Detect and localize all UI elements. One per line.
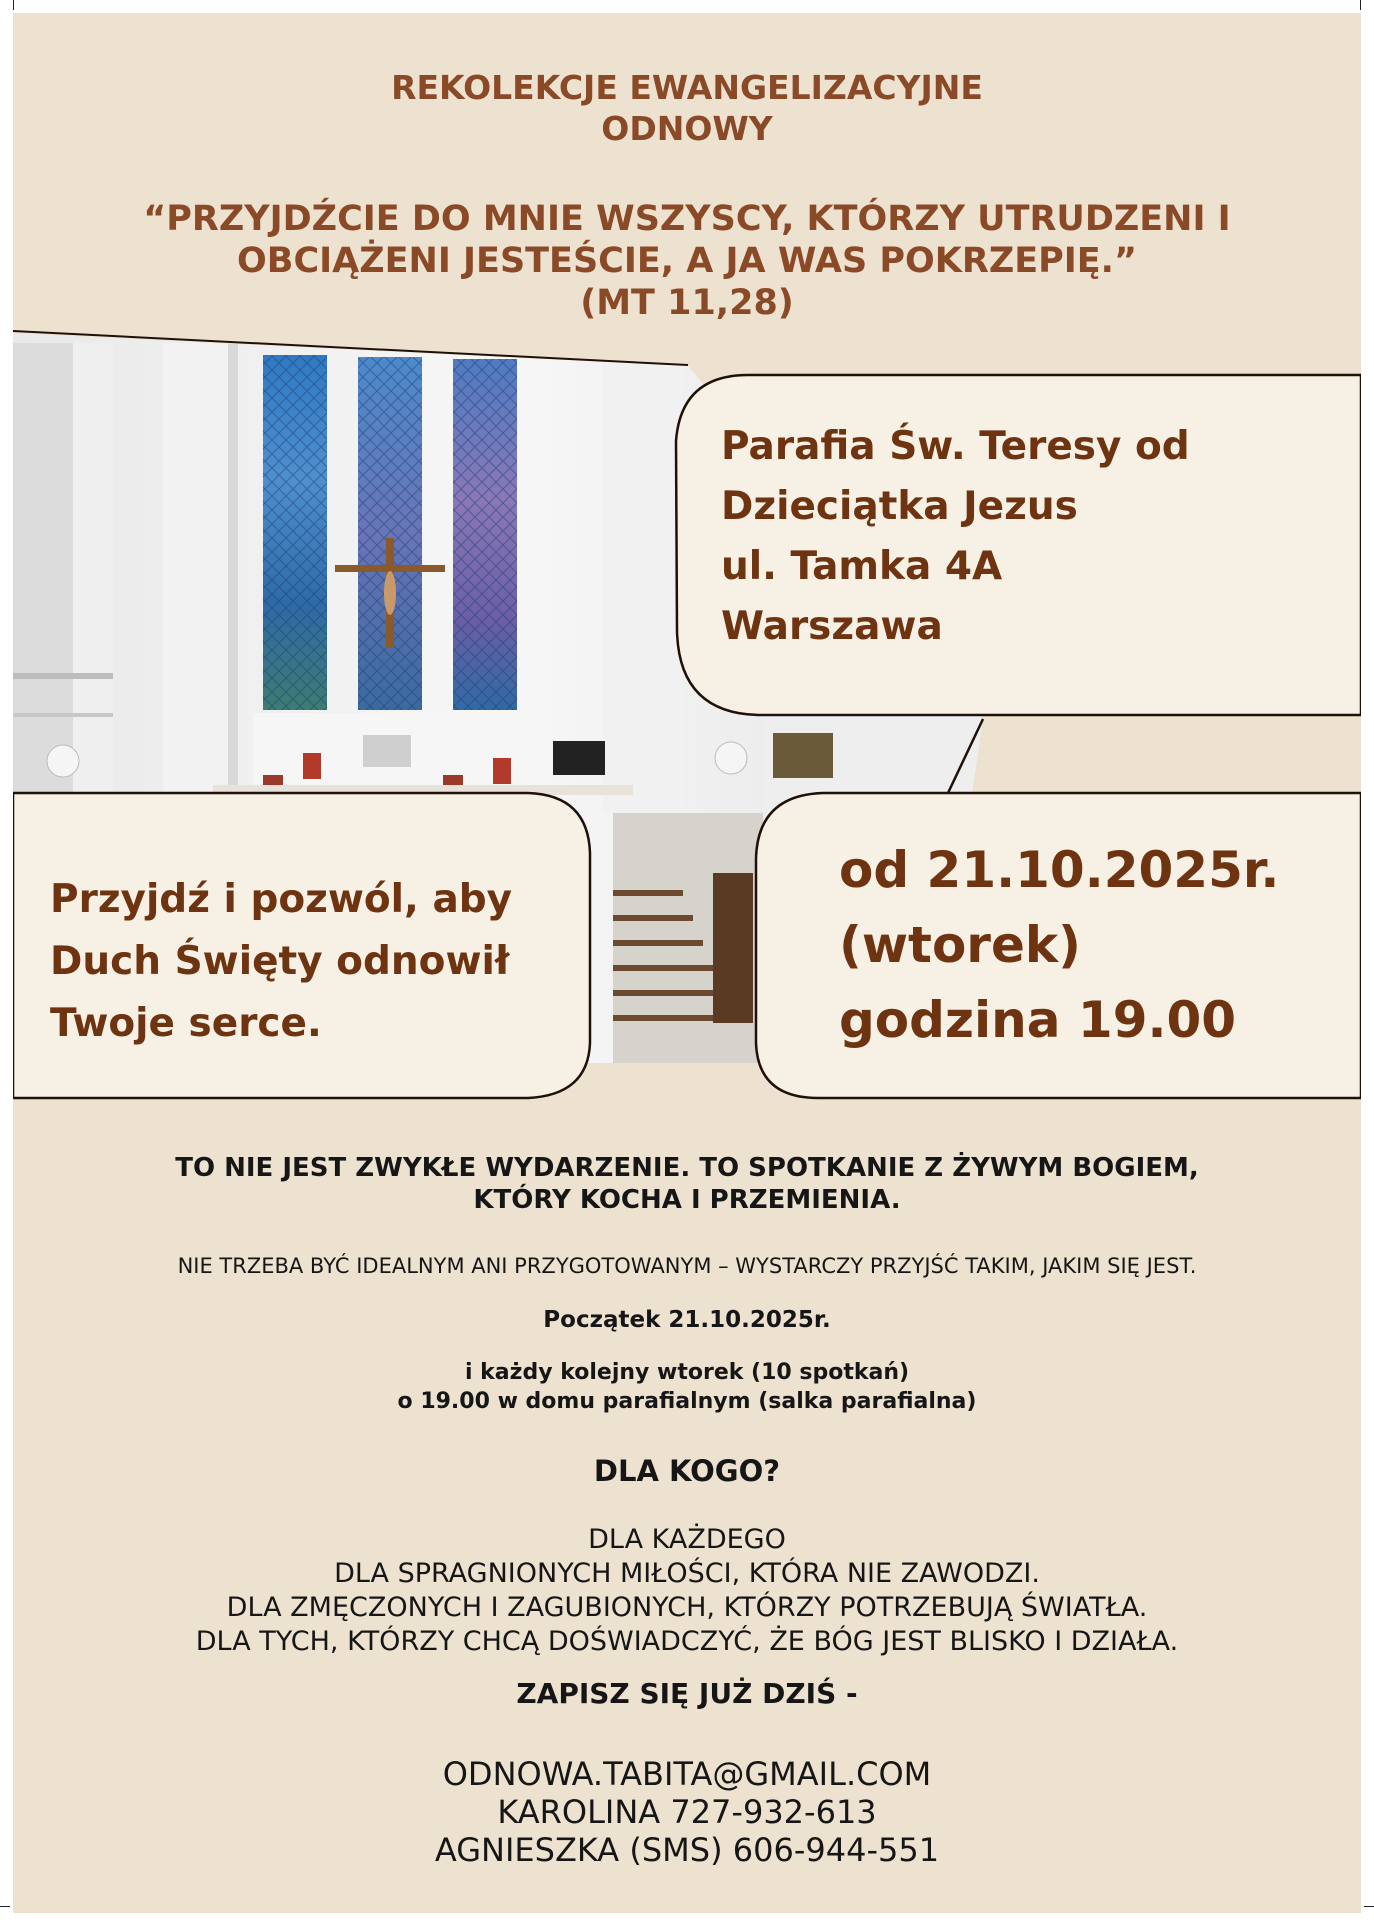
contact-karolina[interactable]: KAROLINA 727-932-613 — [497, 1793, 877, 1831]
invite-box — [50, 869, 512, 1055]
crop-mark-top-right — [1360, 0, 1361, 10]
contact-block — [13, 1755, 1361, 1869]
audience-item: DLA KAŻDEGO — [588, 1524, 786, 1555]
audience-item: DLA SPRAGNIONYCH MIŁOŚCI, KTÓRA NIE ZAWODZI. — [334, 1558, 1040, 1589]
audience-list — [13, 1523, 1361, 1659]
crop-mark-top-left — [13, 0, 14, 10]
audience-heading: DLA KOGO? — [593, 1454, 781, 1488]
schedule — [13, 1358, 1361, 1416]
location-box — [721, 417, 1190, 657]
parish-city: Warszawa — [721, 604, 943, 649]
contact-agnieszka[interactable]: AGNIESZKA (SMS) 606-944-551 — [434, 1831, 940, 1869]
schedule-line1: i każdy kolejny wtorek (10 spotkań) — [464, 1360, 910, 1385]
start-time: godzina 19.00 — [839, 991, 1237, 1049]
date-box — [839, 833, 1279, 1058]
invite-line2: Duch Święty odnowił — [50, 939, 510, 984]
parish-name-line2: Dzieciątka Jezus — [721, 484, 1078, 529]
crop-mark-bottom-left — [0, 1906, 10, 1907]
weekday: (wtorek) — [839, 916, 1081, 974]
quote-line1: “PRZYJDŹCIE DO MNIE WSZYSCY, KTÓRZY UTRUDZENI I — [143, 199, 1231, 239]
parish-street: ul. Tamka 4A — [721, 544, 1003, 589]
start-date: od 21.10.2025r. — [839, 841, 1280, 899]
event-title-line2: ODNOWY — [601, 109, 773, 148]
signup-heading: ZAPISZ SIĘ JUŻ DZIŚ - — [516, 1677, 858, 1710]
event-title-line1: REKOLEKCJE EWANGELIZACYJNE — [391, 68, 983, 107]
contact-email[interactable]: ODNOWA.TABITA@GMAIL.COM — [442, 1755, 932, 1793]
poster — [13, 13, 1361, 1913]
audience-item: DLA ZMĘCZONYCH I ZAGUBIONYCH, KTÓRZY POTRZEBUJĄ ŚWIATŁA. — [226, 1592, 1148, 1623]
headline-line1: TO NIE JEST ZWYKŁE WYDARZENIE. TO SPOTKANIE Z ŻYWYM BOGIEM, — [175, 1153, 1199, 1183]
schedule-line2: o 19.00 w domu parafialnym (salka parafialna) — [397, 1389, 977, 1414]
start-info: Początek 21.10.2025r. — [543, 1307, 831, 1333]
invite-line1: Przyjdź i pozwól, aby — [50, 877, 513, 922]
quote-line2: OBCIĄŻENI JESTEŚCIE, A JA WAS POKRZEPIĘ.” — [237, 241, 1137, 281]
invite-line3: Twoje serce. — [50, 1001, 322, 1046]
headline-line2: KTÓRY KOCHA I PRZEMIENIA. — [473, 1185, 901, 1215]
quote-reference: (MT 11,28) — [580, 283, 794, 323]
parish-name-line1: Parafia Św. Teresy od — [721, 424, 1190, 469]
headline — [13, 1152, 1361, 1216]
crop-mark-bottom-right — [1364, 1906, 1374, 1907]
note: NIE TRZEBA BYĆ IDEALNYM ANI PRZYGOTOWANYM – WYSTARCZY PRZYJŚĆ TAKIM, JAKIM SIĘ JEST. — [177, 1254, 1197, 1278]
audience-item: DLA TYCH, KTÓRZY CHCĄ DOŚWIADCZYĆ, ŻE BÓG JEST BLISKO I DZIAŁA. — [195, 1626, 1179, 1657]
